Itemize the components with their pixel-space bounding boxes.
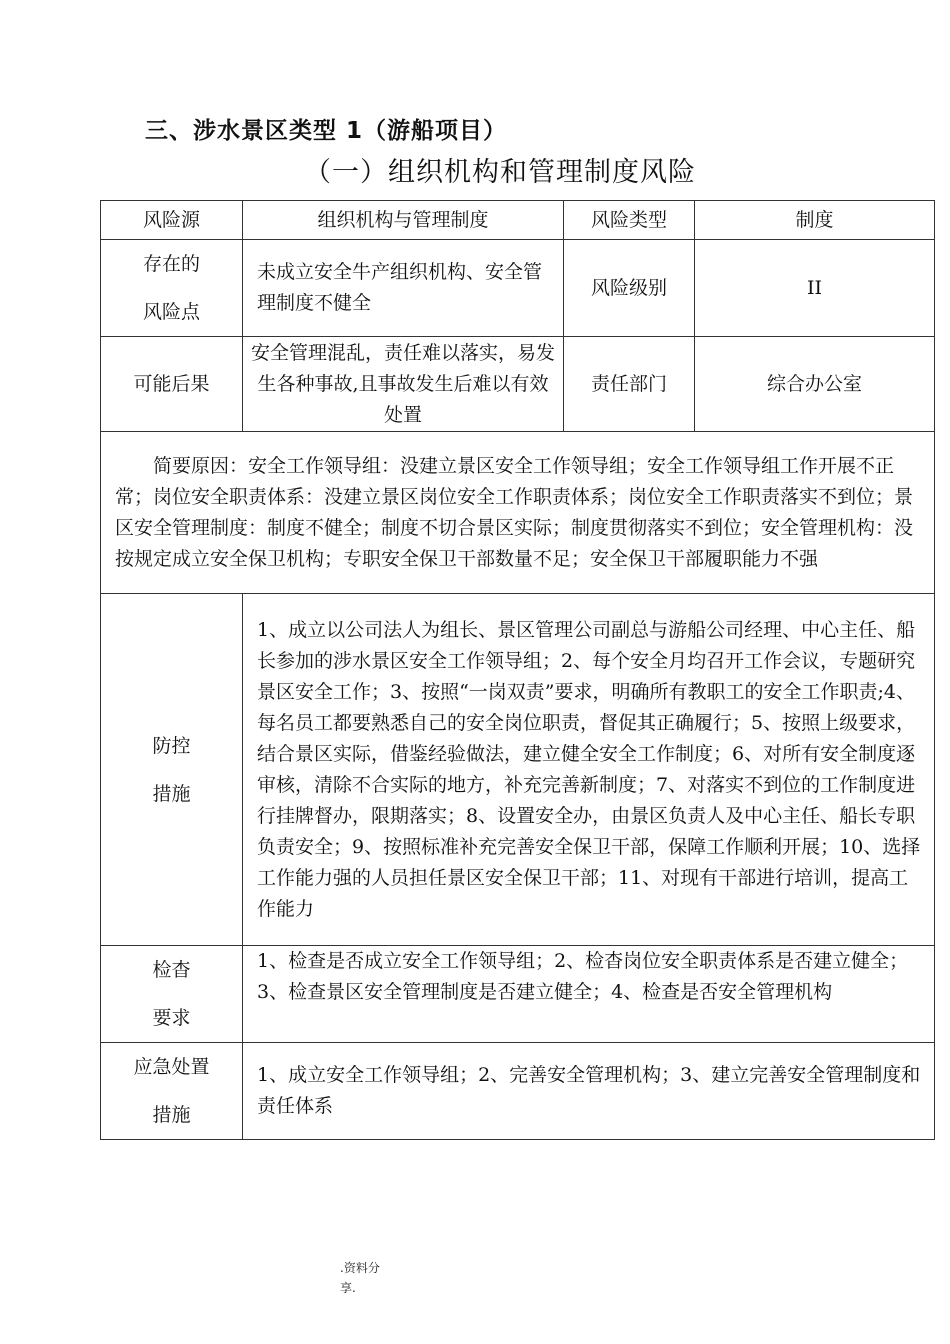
reasons-row bbox=[101, 432, 935, 594]
risk-point-content: 未成立安全牛产组织机构、安全管理制度不健全 bbox=[243, 240, 564, 337]
header-org-system: 组织机构与管理制度 bbox=[243, 201, 564, 240]
measures-label bbox=[101, 594, 243, 946]
consequence-row bbox=[101, 337, 935, 432]
header-row bbox=[101, 201, 935, 240]
inspection-row bbox=[101, 946, 935, 1043]
inspection-content: 1、检查是否成立安全工作领导组；2、检杳岗位安全职责体系是否建立健全；3、检查景区安全管理制度是否建立健全；4、检查是否安全管理机构 bbox=[243, 946, 935, 1043]
risk-level-value: II bbox=[695, 240, 935, 337]
emergency-row bbox=[101, 1043, 935, 1140]
emergency-label-line2: 措施 bbox=[152, 1104, 191, 1126]
section-heading: 三、涉水景区类型 1（游船项目） bbox=[145, 118, 508, 144]
risk-table bbox=[100, 200, 935, 1140]
footer-line2: 享. bbox=[340, 1281, 356, 1295]
responsible-dept-value: 综合办公室 bbox=[695, 337, 935, 432]
risk-point-label-line2: 风险点 bbox=[142, 301, 200, 323]
emergency-label-line1: 应急处置 bbox=[133, 1056, 210, 1078]
measures-row bbox=[101, 594, 935, 946]
emergency-content: 1、成立安全工作领导组；2、完善安全管理机构；3、建立完善安全管理制度和责任体系 bbox=[243, 1043, 935, 1140]
header-system: 制度 bbox=[695, 201, 935, 240]
risk-point-row bbox=[101, 240, 935, 337]
consequence-content: 安全管理混乱，责任难以落实，易发生各种事故,且事故发生后难以有效处置 bbox=[243, 337, 564, 432]
consequence-label: 可能后果 bbox=[101, 337, 243, 432]
inspection-label bbox=[101, 946, 243, 1043]
page-footer bbox=[340, 1258, 400, 1298]
subsection-heading: （一）组织机构和管理制度风险 bbox=[304, 157, 696, 188]
emergency-label bbox=[101, 1043, 243, 1140]
measures-label-line1: 防控 bbox=[152, 734, 191, 757]
footer-line1: .资料分 bbox=[340, 1261, 380, 1275]
inspection-label-line1: 检杳 bbox=[152, 959, 191, 981]
risk-point-label-line1: 存在的 bbox=[142, 253, 200, 275]
risk-point-label bbox=[101, 240, 243, 337]
header-risk-type: 风险类型 bbox=[564, 201, 695, 240]
responsible-dept-label: 责任部门 bbox=[564, 337, 695, 432]
inspection-label-line2: 要求 bbox=[152, 1007, 191, 1029]
header-risk-source: 风险源 bbox=[101, 201, 243, 240]
measures-content: 1、成立以公司法人为组长、景区管理公司副总与游船公司经理、中心主任、船长参加的涉水景区安全工作领导组；2、每个安全月均召开工作会议，专题研究景区安全工作；3、按照“一岗双责”要求，明确所有教职工的安全工作职责;4、每名员工都要熟悉自己的安全岗位职责，督促其正确履行；5、按照上级要求，结合景区实际，借鉴经验做法，建立健全安全工作制度；6、对所有安全制度逐审核，清除不合实际的地方，补充完善新制度；7、对落实不到位的工作制度进行挂牌督办，限期落实；8、设置安全办，由景区负责人及中心主任、船长专职负责安全；9、按照标准补充完善安全保卫干部，保障工作顺利开展；10、选择工作能力强的人员担任景区安全保卫干部；11、对现有干部进行培训，提高工作能力 bbox=[243, 594, 935, 946]
brief-reasons: 简要原因：安全工作领导组：没建立景区安全工作领导组；安全工作领导组工作开展不正常；岗位安全职责体系：没建立景区岗位安全工作职责体系；岗位安全工作职责落实不到位；景区安全管理制度：制度不健全；制度不切合景区实际；制度贯彻落实不到位；安全管理机构：没按规定成立安全保卫机构；专职安全保卫干部数量不足；安全保卫干部履职能力不强 bbox=[101, 432, 935, 594]
measures-label-line2: 措施 bbox=[152, 782, 191, 805]
risk-level-label: 风险级别 bbox=[564, 240, 695, 337]
